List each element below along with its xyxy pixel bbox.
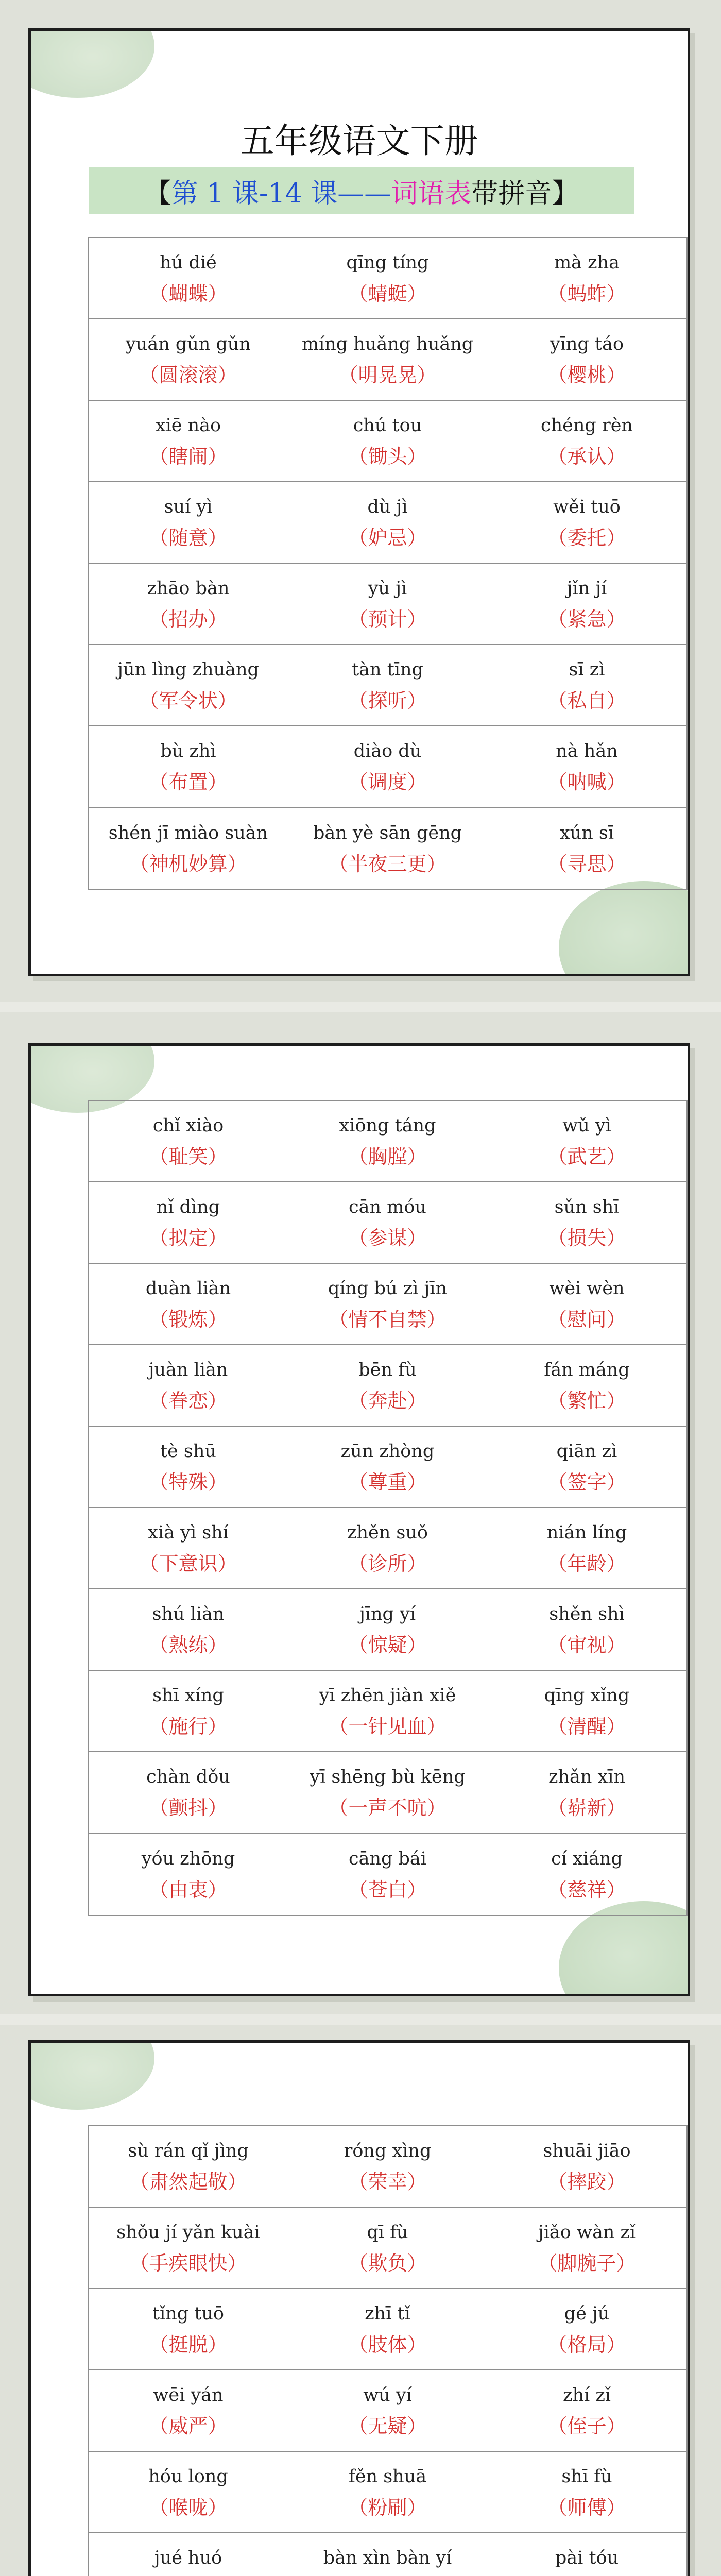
vocab-word: （清醒） xyxy=(547,1715,626,1738)
pinyin-text: sī zì xyxy=(569,659,605,680)
vocab-cell xyxy=(288,319,487,400)
vocab-cell xyxy=(288,1508,487,1588)
vocab-word: （惊疑） xyxy=(348,1634,427,1656)
pinyin-text: míng huǎng huǎng xyxy=(301,334,474,354)
pinyin-text: jiǎo wàn zǐ xyxy=(538,2222,636,2243)
vocab-word: （军令状） xyxy=(139,689,237,712)
pinyin-text: shuāi jiāo xyxy=(543,2141,631,2161)
vocab-word: （樱桃） xyxy=(547,364,626,386)
subtitle-vocab: 词语表 xyxy=(391,178,472,209)
vocab-word: （签字） xyxy=(547,1471,626,1494)
vocab-word: （师傅） xyxy=(547,2496,626,2519)
vocab-cell xyxy=(89,238,288,318)
vocab-cell xyxy=(487,645,686,725)
pinyin-text: yóu zhōng xyxy=(141,1849,235,1869)
pinyin-text: hú dié xyxy=(160,252,217,273)
vocab-word: （妒忌） xyxy=(348,527,427,549)
vocab-word: （胸膛） xyxy=(348,1145,427,1168)
vocab-word: （锄头） xyxy=(348,445,427,468)
pinyin-text: yuán gǔn gǔn xyxy=(126,334,251,354)
pinyin-text: zhāo bàn xyxy=(147,578,230,599)
vocab-cell xyxy=(487,2208,686,2288)
vocab-cell xyxy=(288,1264,487,1344)
vocab-cell xyxy=(89,1671,288,1751)
leaf-decoration xyxy=(28,28,154,98)
pinyin-text: duàn liàn xyxy=(145,1278,231,1299)
vocab-word xyxy=(547,2573,626,2576)
table-row xyxy=(89,1427,686,1508)
vocab-word: （神机妙算） xyxy=(129,853,247,875)
table-row xyxy=(89,726,686,808)
vocab-word: （布置） xyxy=(149,771,228,793)
vocab-cell xyxy=(487,1182,686,1263)
vocab-word: （崭新） xyxy=(547,1797,626,1819)
pinyin-text: chéng rèn xyxy=(541,415,633,436)
pinyin-text: xiē nào xyxy=(155,415,221,436)
page-2 xyxy=(0,1012,721,2014)
table-row xyxy=(89,1508,686,1589)
vocab-cell xyxy=(89,564,288,644)
vocab-cell xyxy=(288,238,487,318)
vocab-word: （荣幸） xyxy=(348,2171,427,2193)
pinyin-text: shǒu jí yǎn kuài xyxy=(116,2222,260,2243)
pinyin-text: yī zhēn jiàn xiě xyxy=(319,1685,456,1706)
vocab-word: （圆滚滚） xyxy=(139,364,237,386)
vocab-cell xyxy=(288,2126,487,2207)
table-row xyxy=(89,1834,686,1915)
vocab-cell xyxy=(487,2452,686,2532)
table-row xyxy=(89,1101,686,1182)
vocab-cell xyxy=(487,2370,686,2451)
vocab-cell xyxy=(89,726,288,807)
vocab-word: （威严） xyxy=(149,2415,228,2437)
vocab-word: （瞎闹） xyxy=(149,445,228,468)
vocab-cell xyxy=(487,726,686,807)
vocab-cell xyxy=(89,1508,288,1588)
vocab-word xyxy=(329,2573,446,2576)
vocab-cell xyxy=(487,1345,686,1426)
vocab-cell xyxy=(487,401,686,481)
vocab-word: （随意） xyxy=(149,527,228,549)
table-row xyxy=(89,238,686,319)
vocab-word: （蝴蝶） xyxy=(149,282,228,305)
vocab-cell xyxy=(288,2289,487,2369)
vocab-word: （年龄） xyxy=(547,1552,626,1575)
vocab-word: （参谋） xyxy=(348,1227,427,1249)
pinyin-text: zhī tǐ xyxy=(365,2303,410,2324)
pinyin-text: shú liàn xyxy=(152,1604,225,1624)
subtitle-tail: 带拼音】 xyxy=(471,178,579,209)
pinyin-text: bàn yè sān gēng xyxy=(313,823,462,843)
vocab-cell xyxy=(89,2208,288,2288)
pinyin-text: wú yí xyxy=(363,2385,412,2405)
vocab-cell xyxy=(89,2289,288,2369)
vocab-cell xyxy=(487,319,686,400)
table-row xyxy=(89,564,686,645)
vocab-cell xyxy=(288,1671,487,1751)
vocab-cell xyxy=(487,482,686,563)
pinyin-text: cí xiáng xyxy=(551,1849,623,1869)
vocab-cell xyxy=(89,1752,288,1833)
vocab-cell xyxy=(89,401,288,481)
pinyin-text: shén jī miào suàn xyxy=(108,823,268,843)
vocab-cell xyxy=(89,808,288,889)
vocab-word: （情不自禁） xyxy=(329,1308,447,1331)
vocab-word: （肢体） xyxy=(348,2333,427,2356)
vocab-word: （欺负） xyxy=(348,2252,427,2275)
vocab-word: （眷恋） xyxy=(149,1389,228,1412)
vocab-word: （慰问） xyxy=(547,1308,626,1331)
vocab-word: （无疑） xyxy=(348,2415,427,2437)
vocab-word: （格局） xyxy=(547,2333,626,2356)
vocab-word: （明晃晃） xyxy=(338,364,437,386)
pinyin-text: fán máng xyxy=(544,1360,630,1380)
vocab-cell xyxy=(89,2452,288,2532)
vocab-word: （挺脱） xyxy=(149,2333,228,2356)
vocab-cell xyxy=(89,2370,288,2451)
pinyin-text: xià yì shí xyxy=(148,1522,229,1543)
vocab-word: （耻笑） xyxy=(149,1145,228,1168)
pinyin-text: diào dù xyxy=(353,741,422,761)
pinyin-text: chǐ xiào xyxy=(152,1115,224,1136)
table-row xyxy=(89,482,686,564)
pinyin-text: shī xíng xyxy=(152,1685,224,1706)
table-row xyxy=(89,401,686,482)
table-row xyxy=(89,1671,686,1752)
worksheet-card-3 xyxy=(28,2040,690,2576)
vocab-cell xyxy=(288,645,487,725)
vocab-word: （私自） xyxy=(547,689,626,712)
vocab-cell xyxy=(288,1589,487,1670)
vocab-cell xyxy=(89,1427,288,1507)
vocab-cell xyxy=(487,1834,686,1915)
pinyin-text: zhěn suǒ xyxy=(347,1522,428,1543)
vocab-word: （紧急） xyxy=(547,608,626,631)
vocab-cell xyxy=(288,726,487,807)
pinyin-text: zūn zhòng xyxy=(340,1441,435,1462)
pinyin-text: jūn lìng zhuàng xyxy=(117,659,259,680)
pinyin-text: pài tóu xyxy=(555,2548,619,2568)
vocab-word: （摔跤） xyxy=(547,2171,626,2193)
vocab-cell xyxy=(89,2126,288,2207)
pinyin-text: nǐ dìng xyxy=(156,1197,220,1217)
vocab-word: （招办） xyxy=(149,608,228,631)
pinyin-text: qīng tíng xyxy=(346,252,429,273)
page-1 xyxy=(0,0,721,1002)
pinyin-text: cān móu xyxy=(349,1197,426,1217)
pinyin-text: nián líng xyxy=(546,1522,627,1543)
vocab-cell xyxy=(288,482,487,563)
table-row xyxy=(89,319,686,401)
vocab-word: （诊所） xyxy=(348,1552,427,1575)
pinyin-text: cāng bái xyxy=(348,1849,426,1869)
worksheet-card-2 xyxy=(28,1043,690,1996)
vocab-word: （脚腕子） xyxy=(538,2252,636,2275)
vocab-word: （尊重） xyxy=(348,1471,427,1494)
vocab-cell xyxy=(487,2533,686,2576)
vocab-cell xyxy=(487,238,686,318)
subtitle-banner xyxy=(89,167,634,214)
pinyin-text: bēn fù xyxy=(358,1360,417,1380)
vocab-cell xyxy=(487,2289,686,2369)
vocab-cell xyxy=(288,1182,487,1263)
pinyin-text: zhí zǐ xyxy=(563,2385,611,2405)
pinyin-text: jǐn jí xyxy=(566,578,607,599)
vocab-table xyxy=(88,1100,688,1916)
vocab-word: （熟练） xyxy=(149,1634,228,1656)
pinyin-text: suí yì xyxy=(164,497,213,517)
table-row xyxy=(89,2533,686,2576)
vocab-word: （特殊） xyxy=(149,1471,228,1494)
vocab-word: （审视） xyxy=(547,1634,626,1656)
pinyin-text: yī shēng bù kēng xyxy=(310,1767,466,1787)
vocab-word: （寻思） xyxy=(547,853,626,875)
pinyin-text: qíng bú zì jīn xyxy=(328,1278,448,1299)
vocab-cell xyxy=(288,2370,487,2451)
vocab-cell xyxy=(487,564,686,644)
pinyin-text: mà zha xyxy=(554,252,620,273)
pinyin-text: xiōng táng xyxy=(339,1115,436,1136)
vocab-word: （施行） xyxy=(149,1715,228,1738)
vocab-word: （蚂蚱） xyxy=(547,282,626,305)
vocab-cell xyxy=(89,1834,288,1915)
subtitle-lessons: 第 1 课-14 课—— xyxy=(171,178,391,209)
vocab-word: （锻炼） xyxy=(149,1308,228,1331)
pinyin-text: qiān zì xyxy=(556,1441,617,1462)
vocab-word: （委托） xyxy=(547,527,626,549)
pinyin-text: tè shū xyxy=(160,1441,216,1462)
leaf-decoration xyxy=(559,881,690,976)
pinyin-text: jīng yí xyxy=(359,1604,416,1624)
table-row xyxy=(89,2370,686,2452)
vocab-cell xyxy=(487,808,686,889)
vocab-cell xyxy=(288,401,487,481)
page-title: 五年级语文下册 xyxy=(240,121,478,161)
vocab-word: （喉咙） xyxy=(149,2496,228,2519)
vocab-word: （侄子） xyxy=(547,2415,626,2437)
subtitle-bracket: 【 xyxy=(144,178,171,209)
vocab-word: （苍白） xyxy=(348,1878,427,1901)
pinyin-text: dù jì xyxy=(367,497,408,517)
pinyin-text: wēi yán xyxy=(153,2385,224,2405)
vocab-word xyxy=(149,2573,227,2576)
vocab-cell xyxy=(487,1264,686,1344)
pinyin-text: wèi wèn xyxy=(549,1278,625,1299)
vocab-cell xyxy=(288,564,487,644)
vocab-table xyxy=(88,2125,688,2576)
vocab-word: （一声不吭） xyxy=(329,1797,447,1819)
vocab-word: （蜻蜓） xyxy=(348,282,427,305)
pinyin-text: bù zhì xyxy=(160,741,216,761)
vocab-cell xyxy=(288,1834,487,1915)
vocab-cell xyxy=(288,1427,487,1507)
pinyin-text: yù jì xyxy=(368,578,407,599)
pinyin-text: sù rán qǐ jìng xyxy=(128,2141,249,2161)
vocab-cell xyxy=(288,2533,487,2576)
vocab-cell xyxy=(487,1752,686,1833)
vocab-cell xyxy=(487,1427,686,1507)
vocab-word: （半夜三更） xyxy=(329,853,447,875)
pinyin-text: sǔn shī xyxy=(554,1197,620,1217)
pinyin-text: fěn shuā xyxy=(348,2466,427,2487)
vocab-cell xyxy=(89,645,288,725)
table-row xyxy=(89,1182,686,1264)
table-row xyxy=(89,808,686,889)
table-row xyxy=(89,1752,686,1834)
pinyin-text: chàn dǒu xyxy=(146,1767,230,1787)
table-row xyxy=(89,1589,686,1671)
vocab-word: （一针见血） xyxy=(329,1715,447,1738)
worksheet-card-1 xyxy=(28,28,690,976)
vocab-cell xyxy=(288,1345,487,1426)
pinyin-text: jué huó xyxy=(154,2548,222,2568)
pinyin-text: qīng xǐng xyxy=(544,1685,630,1706)
vocab-table xyxy=(88,237,688,890)
vocab-word: （损失） xyxy=(547,1227,626,1249)
pinyin-text: róng xìng xyxy=(344,2141,432,2161)
pinyin-text: yīng táo xyxy=(550,334,624,354)
vocab-word: （肃然起敬） xyxy=(129,2171,247,2193)
vocab-cell xyxy=(288,1752,487,1833)
vocab-word: （繁忙） xyxy=(547,1389,626,1412)
vocab-cell xyxy=(89,1182,288,1263)
table-row xyxy=(89,2208,686,2289)
pinyin-text: wǔ yì xyxy=(562,1115,611,1136)
vocab-word: （武艺） xyxy=(547,1145,626,1168)
pinyin-text: gé jú xyxy=(564,2303,610,2324)
vocab-cell xyxy=(487,1671,686,1751)
vocab-word: （呐喊） xyxy=(547,771,626,793)
vocab-word: （下意识） xyxy=(139,1552,237,1575)
pinyin-text: chú tou xyxy=(353,415,422,436)
vocab-word: （手疾眼快） xyxy=(129,2252,247,2275)
vocab-word: （奔赴） xyxy=(348,1389,427,1412)
pinyin-text: xún sī xyxy=(559,823,614,843)
leaf-decoration xyxy=(28,2040,154,2110)
pinyin-text: wěi tuō xyxy=(553,497,621,517)
table-row xyxy=(89,645,686,726)
pinyin-text: zhǎn xīn xyxy=(548,1767,625,1787)
pinyin-text: shěn shì xyxy=(549,1604,625,1624)
table-row xyxy=(89,1264,686,1345)
vocab-cell xyxy=(288,2208,487,2288)
vocab-cell xyxy=(487,1101,686,1181)
vocab-word: （承认） xyxy=(547,445,626,468)
table-row xyxy=(89,1345,686,1427)
vocab-word: （粉刷） xyxy=(348,2496,427,2519)
pinyin-text: hóu long xyxy=(148,2466,228,2487)
vocab-cell xyxy=(288,808,487,889)
vocab-cell xyxy=(89,482,288,563)
page-3 xyxy=(0,2025,721,2576)
pinyin-text: tàn tīng xyxy=(352,659,423,680)
pinyin-text: nà hǎn xyxy=(556,741,618,761)
vocab-word: （由衷） xyxy=(149,1878,228,1901)
vocab-cell xyxy=(288,2452,487,2532)
table-row xyxy=(89,2452,686,2533)
table-row xyxy=(89,2289,686,2370)
vocab-word: （预计） xyxy=(348,608,427,631)
vocab-word: （颤抖） xyxy=(149,1797,228,1819)
pinyin-text: tǐng tuō xyxy=(152,2303,224,2324)
vocab-cell xyxy=(89,1101,288,1181)
table-row xyxy=(89,2126,686,2208)
vocab-cell xyxy=(89,1264,288,1344)
vocab-cell xyxy=(89,1589,288,1670)
vocab-cell xyxy=(487,1589,686,1670)
pinyin-text: shī fù xyxy=(561,2466,612,2487)
pinyin-text: bàn xìn bàn yí xyxy=(323,2548,452,2568)
vocab-word: （拟定） xyxy=(149,1227,228,1249)
vocab-cell xyxy=(288,1101,487,1181)
vocab-word: （慈祥） xyxy=(547,1878,626,1901)
vocab-word: （调度） xyxy=(348,771,427,793)
vocab-cell xyxy=(487,1508,686,1588)
pinyin-text: qī fù xyxy=(367,2222,408,2243)
pinyin-text: juàn liàn xyxy=(148,1360,228,1380)
vocab-cell xyxy=(89,319,288,400)
vocab-word: （探听） xyxy=(348,689,427,712)
vocab-cell xyxy=(487,2126,686,2207)
vocab-cell xyxy=(89,1345,288,1426)
vocab-cell xyxy=(89,2533,288,2576)
